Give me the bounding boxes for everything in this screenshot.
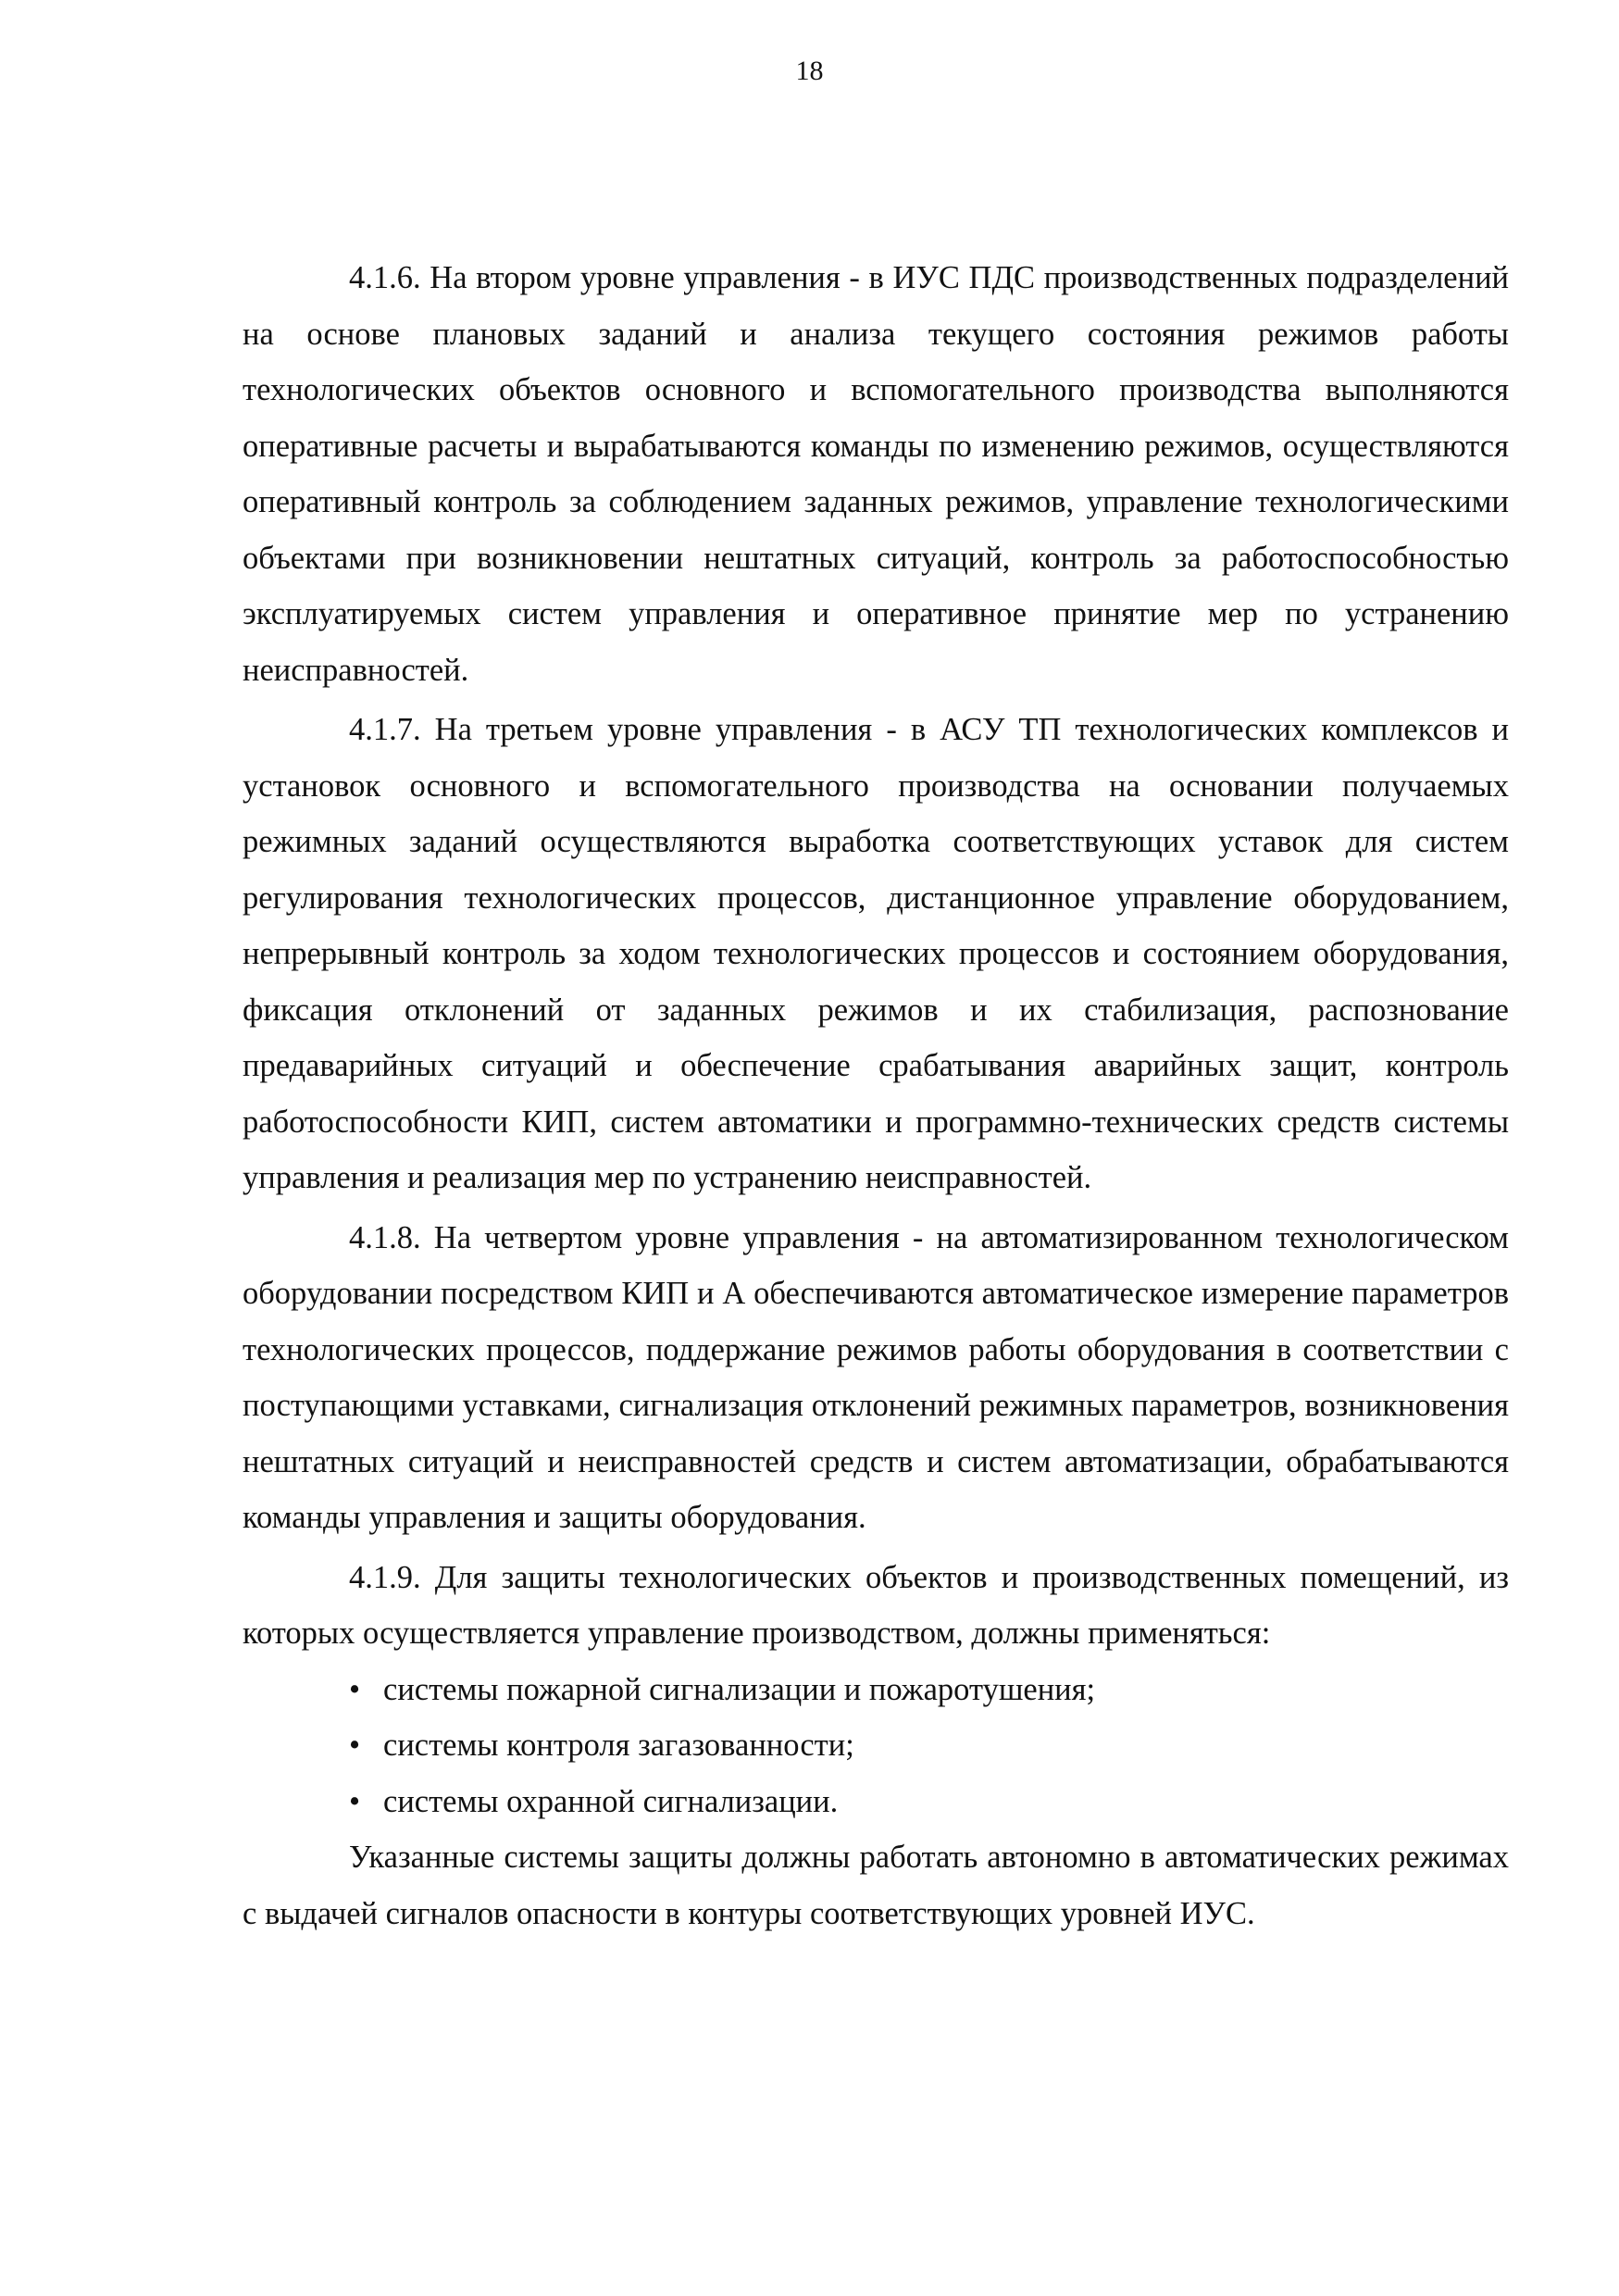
page-number: 18 — [795, 56, 824, 86]
list-item — [243, 1717, 1509, 1774]
list-item-text: системы контроля загазованности; — [383, 1728, 854, 1763]
paragraph-4-1-7: 4.1.7. На третьем уровне управления - в АСУ ТП технологических комплексов и установок основного и вспомогательного производства на основании получаемых режимных заданий осуществляются выработка соответствующих уставок для систем регулирования технологических процессов, дистанционное управление оборудованием, непрерывный контроль за ходом технологических процессов и состоянием оборудования, фиксация отклонений от заданных режимов и их стабилизация, распознование предаварийных ситуаций и обеспечение срабатывания аварийных защит, контроль работоспособности КИП, систем автоматики и программно-технических средств системы управления и реализация мер по устранению неисправностей. — [243, 712, 1509, 1195]
list-item — [243, 1662, 1509, 1718]
bullet-icon: • — [349, 1671, 361, 1707]
paragraph-4-1-6: 4.1.6. На втором уровне управления - в ИУС ПДС производственных подразделений на основе плановых заданий и анализа текущего состояния режимов работы технологических объектов основного и вспомогательного производства выполняются оперативные расчеты и вырабатываются команды по изменению режимов, осуществляются оперативный контроль за соблюдением заданных режимов, управление технологическими объектами при возникновении нештатных ситуаций, контроль за работоспособностью эксплуатируемых систем управления и оперативное принятие мер по устранению неисправностей. — [243, 260, 1509, 688]
bullet-icon: • — [349, 1728, 361, 1763]
paragraph-4-1-8: 4.1.8. На четвертом уровне управления - на автоматизированном технологическом оборудовании посредством КИП и А обеспечиваются автоматическое измерение параметров технологических процессов, поддержание режимов работы оборудования в соответствии с поступающими уставками, сигнализация отклонений режимных параметров, возникновения нештатных ситуаций и неисправностей средств и систем автоматизации, обрабатываются команды управления и защиты оборудования. — [243, 1219, 1509, 1535]
bullet-icon: • — [349, 1783, 361, 1819]
paragraph-4-1-9: 4.1.9. Для защиты технологических объектов и производственных помещений, из которых осуществляется управление производством, должны применяться: — [243, 1559, 1509, 1651]
paragraph-final: Указанные системы защиты должны работать автономно в автоматических режимах с выдачей сигналов опасности в контуры соответствующих уровней ИУС. — [243, 1840, 1509, 1931]
list-item — [243, 1774, 1509, 1830]
protection-systems-list — [243, 1662, 1509, 1830]
list-item-text: системы пожарной сигнализации и пожаротушения; — [383, 1671, 1096, 1707]
list-item-text: системы охранной сигнализации. — [383, 1783, 839, 1819]
document-body — [243, 250, 1509, 1941]
